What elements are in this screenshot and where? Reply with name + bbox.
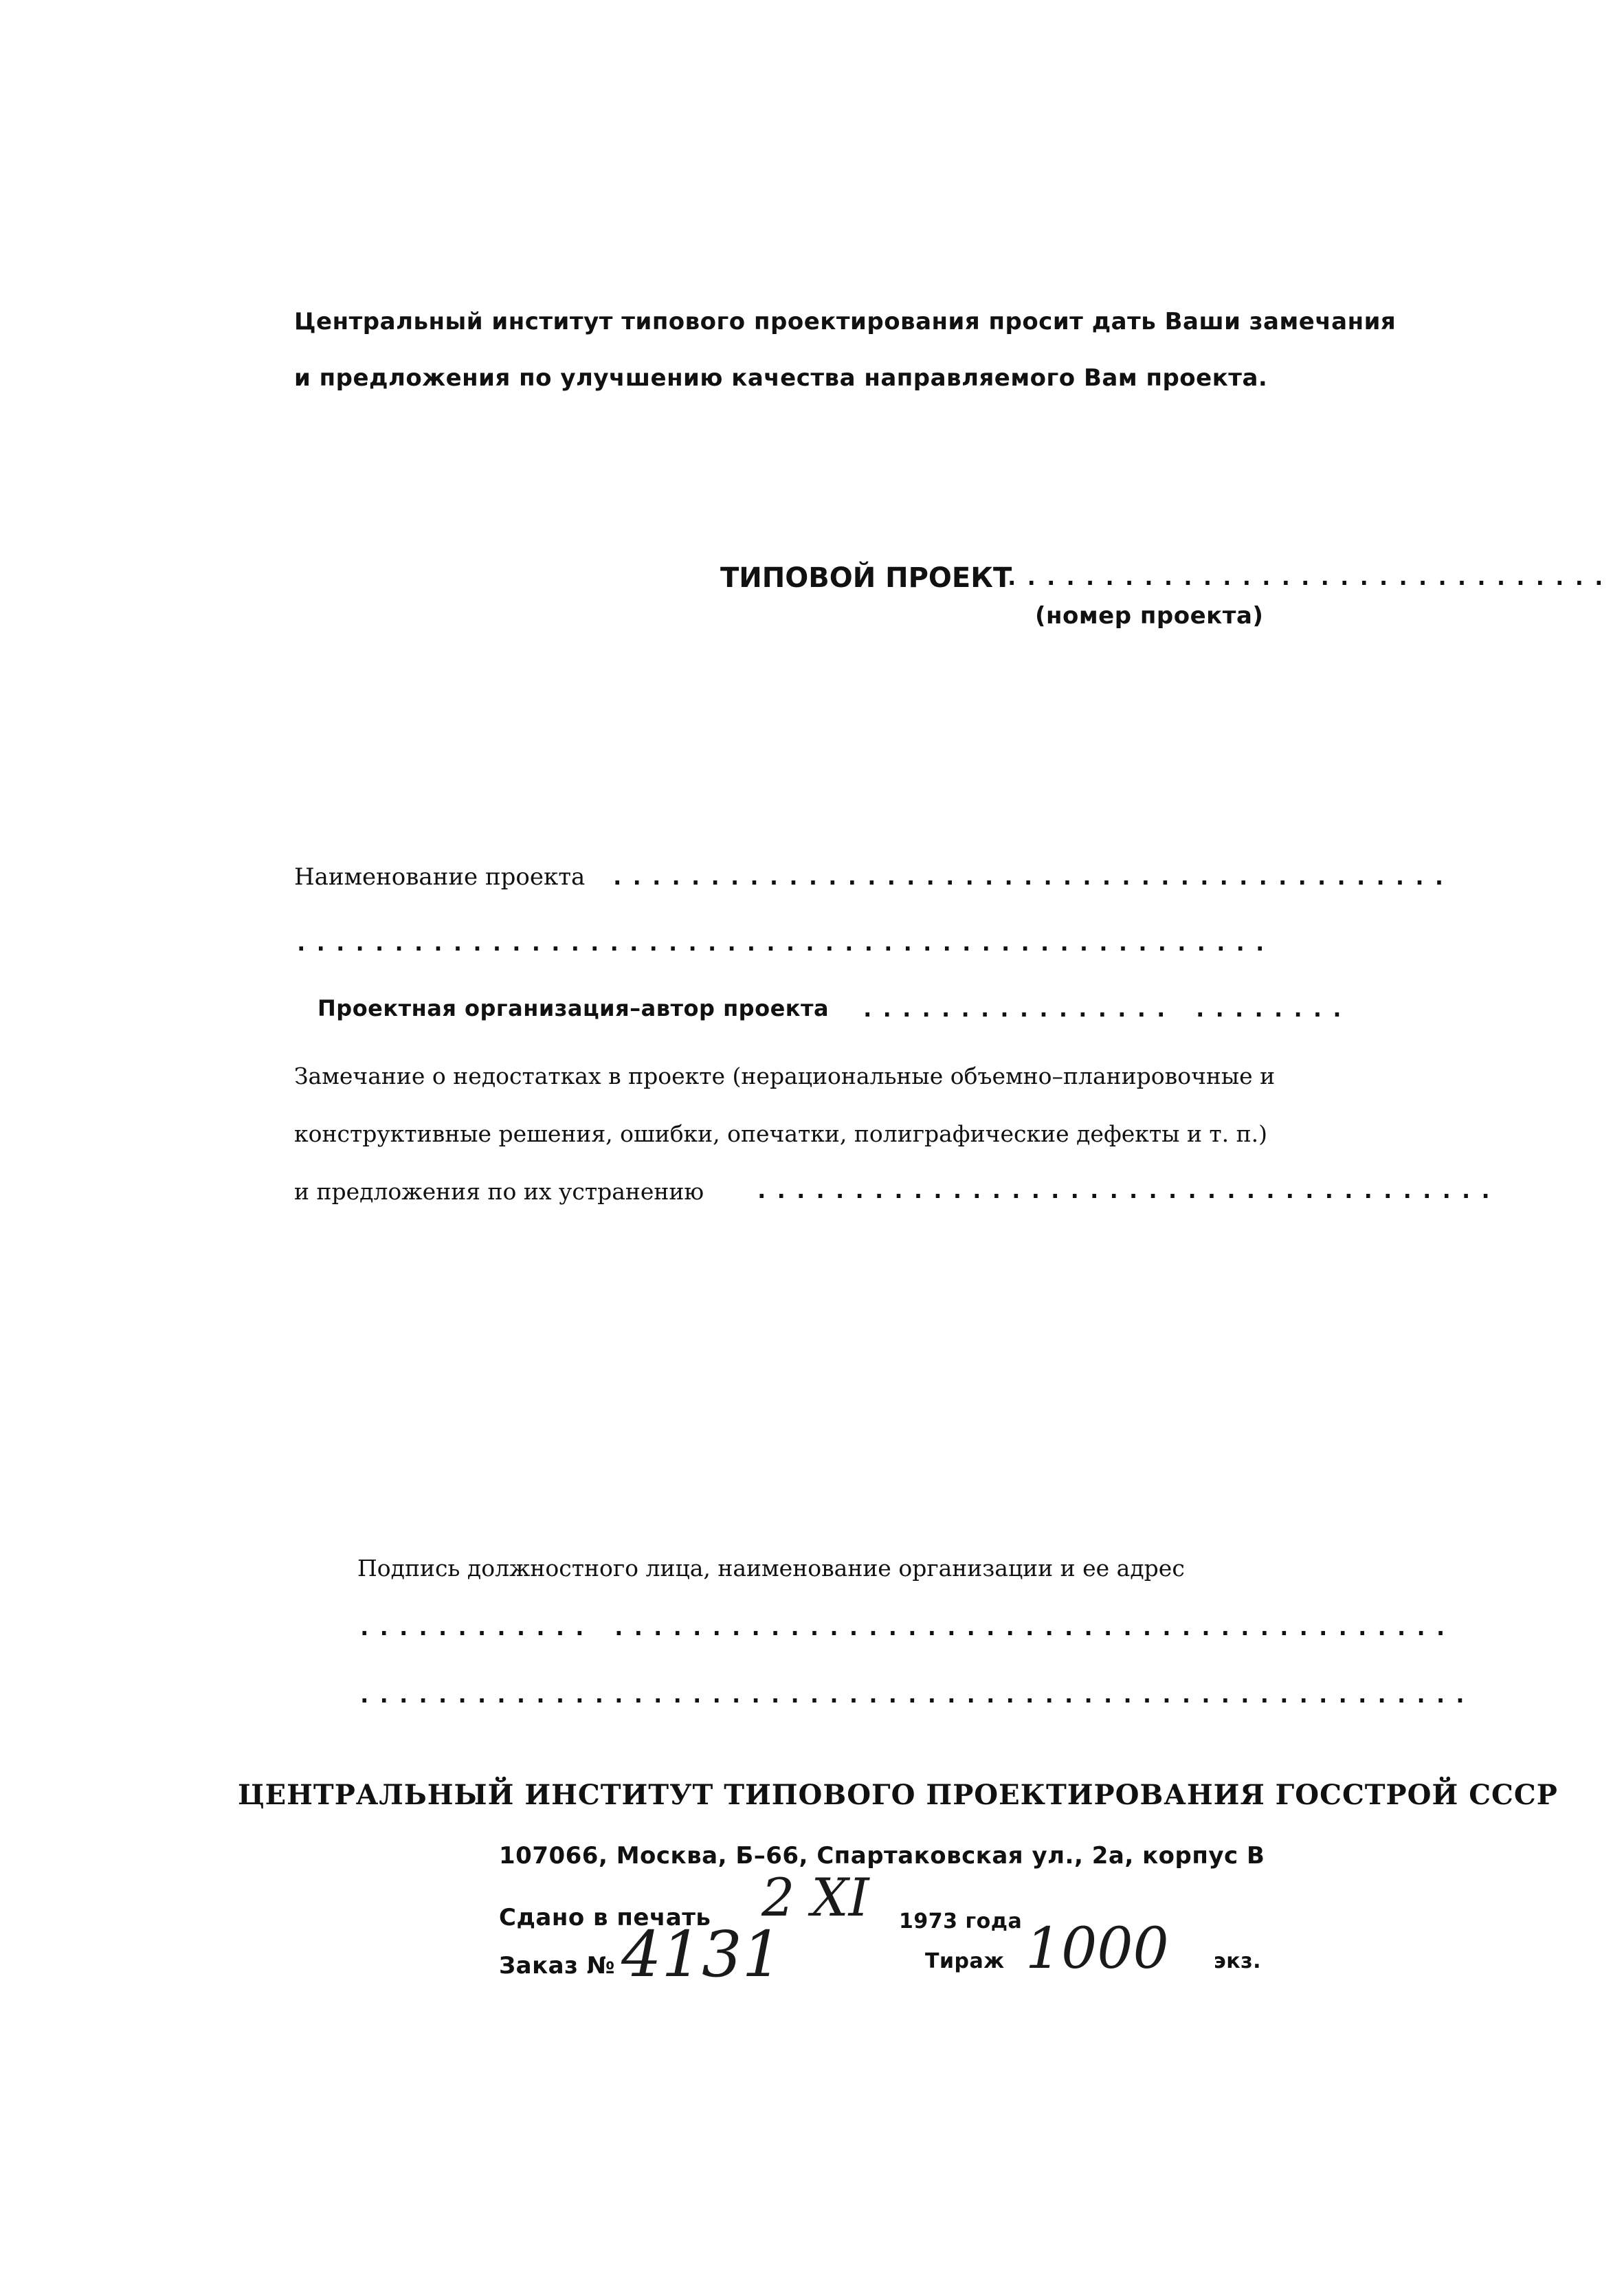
copies-label: экз.	[1214, 1949, 1261, 1973]
project-name-dots-line-2[interactable]: ..................................................	[294, 929, 1273, 957]
institute-name: ЦЕНТРАЛЬНЫЙ ИНСТИТУТ ТИПОВОГО ПРОЕКТИРОВАНИЯ ГОССТРОЙ СССР	[238, 1779, 1558, 1811]
signature-dots-line-2[interactable]: .........................................................	[357, 1681, 1473, 1709]
project-label: ТИПОВОЙ ПРОЕКТ	[720, 562, 1012, 594]
signature-label: Подпись должностного лица, наименование организации и ее адрес	[357, 1555, 1185, 1582]
print-year-label: 1973 года	[899, 1909, 1023, 1933]
intro-line-1: Центральный институт типового проектирования просит дать Ваши замечания	[294, 308, 1397, 335]
remarks-dots[interactable]: ......................................	[755, 1177, 1498, 1204]
order-number-handwritten: 4131	[621, 1918, 783, 1991]
institute-address: 107066, Москва, Б–66, Спартаковская ул., 2а, корпус В	[499, 1842, 1265, 1870]
remarks-line-3-label: и предложения по их устранению	[294, 1178, 704, 1205]
organization-label: Проектная организация–автор проекта	[318, 995, 830, 1021]
project-name-label: Наименование проекта	[294, 863, 586, 891]
circulation-label: Тираж	[925, 1949, 1005, 1973]
circulation-handwritten: 1000	[1025, 1916, 1169, 1982]
intro-line-2: и предложения по улучшению качества направляемого Вам проекта.	[294, 364, 1268, 392]
project-number-dots[interactable]: ...............................	[1005, 564, 1612, 591]
print-date-handwritten: 2 XI	[761, 1867, 869, 1928]
project-number-sublabel: (номер проекта)	[1035, 602, 1264, 630]
organization-dots[interactable]: ................ ........	[860, 995, 1350, 1023]
remarks-line-1: Замечание о недостатках в проекте (нерациональные объемно–планировочные и	[294, 1063, 1276, 1089]
print-date-label: Сдано в печать	[499, 1904, 711, 1931]
signature-dots-line-1[interactable]: ............ ...........................................	[357, 1614, 1454, 1641]
order-label: Заказ №	[499, 1952, 616, 1980]
project-name-dots[interactable]: ...........................................	[610, 863, 1452, 891]
remarks-line-2: конструктивные решения, ошибки, опечатки, полиграфические дефекты и т. п.)	[294, 1120, 1268, 1147]
